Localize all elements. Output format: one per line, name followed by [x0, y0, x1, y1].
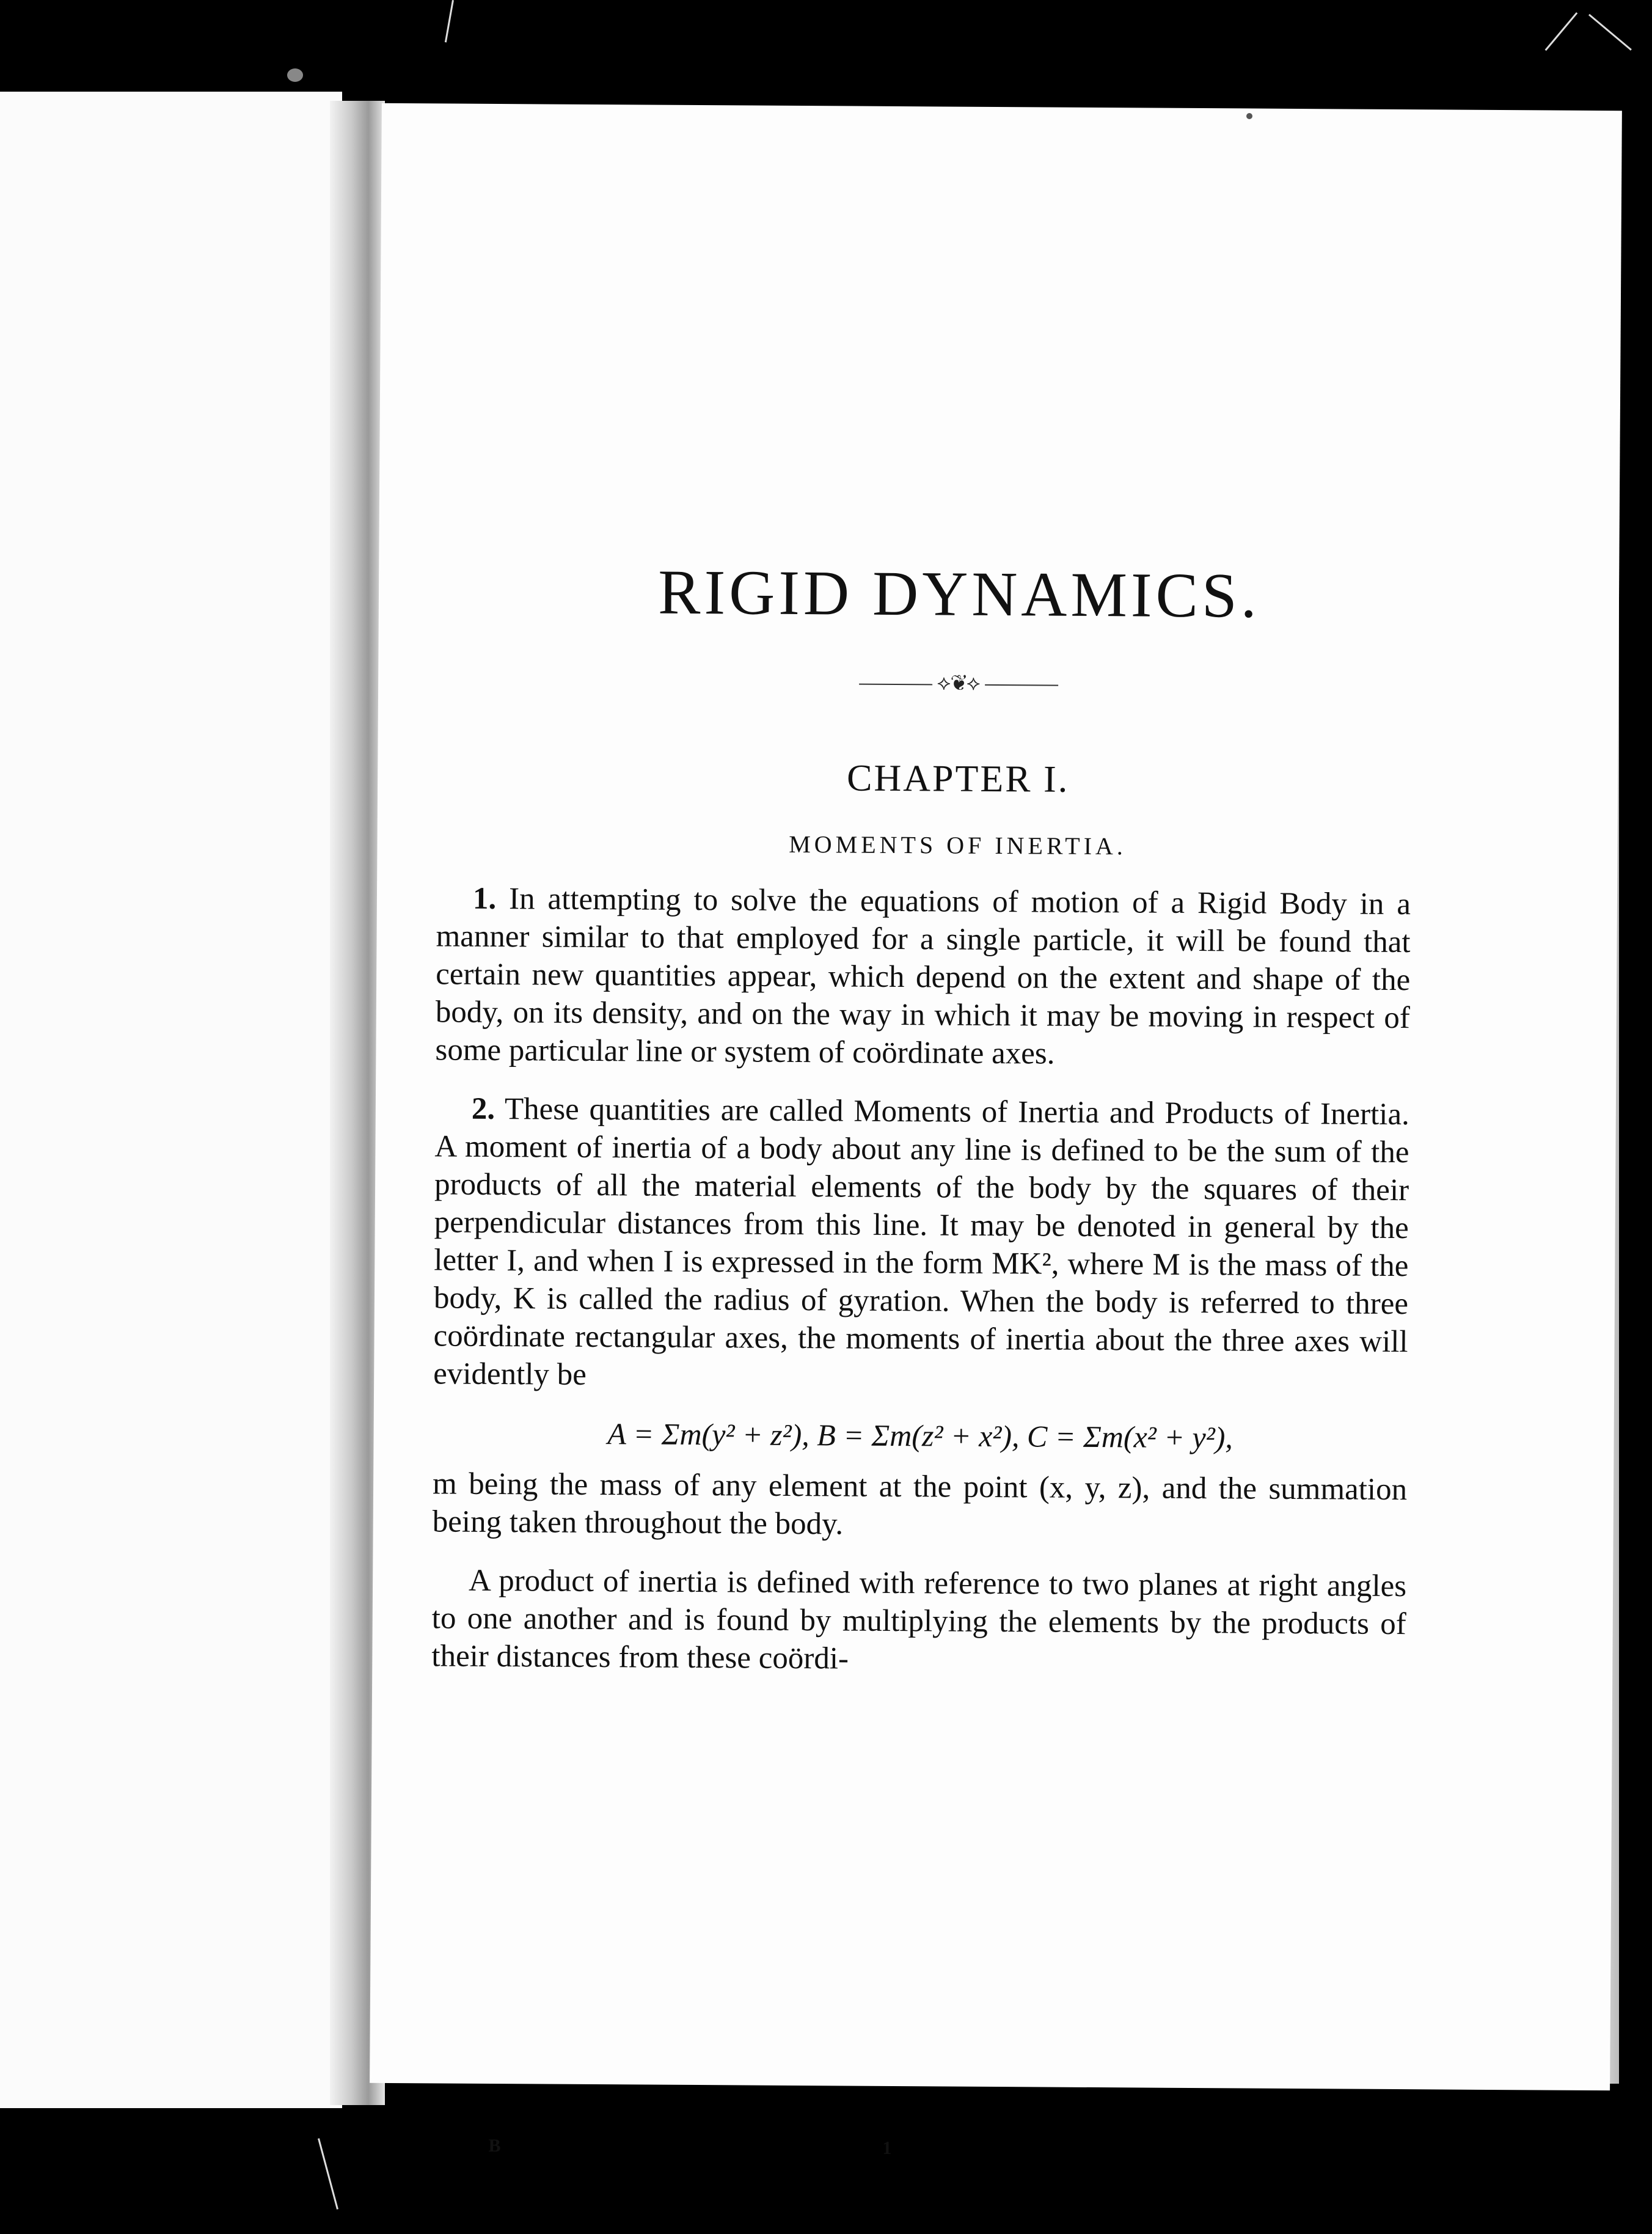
ornament-divider	[378, 668, 1539, 699]
scan-scratch	[1588, 14, 1632, 51]
paragraph-3: A product of inertia is defined with reference to two planes at right angles to one another and is found by multiplying the elements by the products of their distances from these coördi-	[431, 1563, 1407, 1676]
paragraph-2	[433, 1090, 1409, 1399]
scan-scratch	[318, 2138, 338, 2210]
paragraph-continuation: m being the mass of any element at the point (x, y, z), and the summation being taken throughout the body.	[432, 1467, 1408, 1542]
left-blank-page	[0, 92, 342, 2108]
page-number: 1	[882, 2137, 892, 2158]
paragraph-1	[435, 879, 1411, 1075]
book-title: RIGID DYNAMICS.	[657, 557, 1261, 631]
scan-scratch	[445, 0, 454, 42]
paragraph-text: In attempting to solve the equations of motion of a Rigid Body in a manner similar to that employed for a single particle, it will be found that certain new quantities appear, which depend on the extent and shape of the body, on its density, and on the way in which it may be moving in respect of some particular line or system of coördinate axes.	[435, 882, 1411, 1071]
scan-scratch	[1545, 12, 1578, 51]
inertia-equation: A = Σm(y² + z²), B = Σm(z² + x²), C = Σm(x² + y²),	[607, 1416, 1234, 1455]
chapter-heading: CHAPTER I.	[846, 757, 1070, 800]
paragraph-number: 1.	[472, 881, 497, 916]
signature-mark: B	[488, 2135, 501, 2156]
paragraph-number: 2.	[471, 1091, 495, 1126]
scan-speck	[1246, 113, 1252, 119]
paragraph-text: These quantities are called Moments of Inertia and Products of Inertia. A moment of inertia of a body about any line is defined to be the sum of the products of all the material elements of the body by the squares of their perpendicular distances from this line. It may be denoted in general by the letter I, and when I is expressed in the form MK², where M is the mass of the body, K is called the radius of gyration. When the body is referred to three coördinate rectangular axes, the moments of inertia about the three axes will evidently be	[433, 1092, 1409, 1392]
ornament-glyph: ⟡❦⟡	[937, 672, 981, 695]
scan-speck	[287, 68, 303, 82]
book-page	[370, 103, 1622, 2158]
section-heading: MOMENTS OF INERTIA.	[789, 830, 1127, 860]
body-text	[431, 879, 1411, 1702]
